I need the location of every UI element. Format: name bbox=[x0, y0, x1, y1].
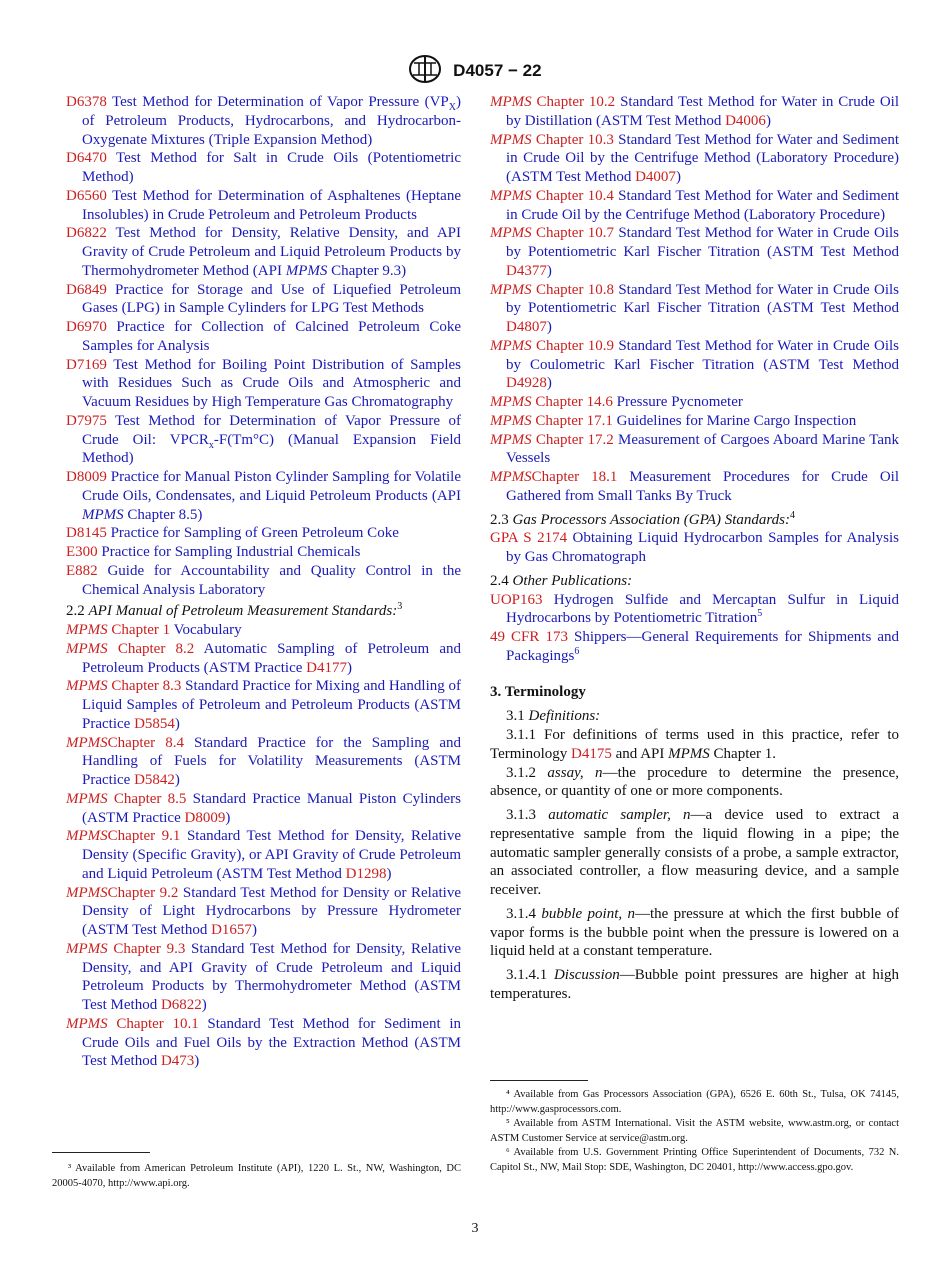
api-reference bbox=[66, 827, 461, 883]
reference-title[interactable]: Obtaining Liquid Hydrocarbon Samples for Analysis by Gas Chromatograph bbox=[506, 530, 899, 565]
api-reference bbox=[490, 187, 899, 225]
astm-reference bbox=[66, 149, 461, 187]
other-publications-list bbox=[490, 591, 899, 666]
reference-code[interactable]: MPMS Chapter 10.7 bbox=[490, 225, 615, 242]
astm-reference bbox=[66, 93, 461, 149]
reference-title[interactable]: Standard Test Method for Water and Sediment in Crude Oil by the Centrifuge Method (Laboratory Procedure) (ASTM Test Method D4007) bbox=[506, 131, 900, 185]
reference-title[interactable]: Guide for Accountability and Quality Control in the Chemical Analysis Laboratory bbox=[82, 562, 461, 598]
reference-title[interactable]: Standard Test Method for Water and Sediment in Crude Oil by the Centrifuge Method (Laboratory Procedure) bbox=[506, 187, 900, 223]
reference-title[interactable]: Standard Test Method for Water in Crude Oils by Potentiometric Karl Fischer Titration (ASTM Test Method D4377) bbox=[506, 225, 899, 279]
astm-reference bbox=[66, 562, 461, 600]
reference-title[interactable]: Practice for Collection of Calcined Petroleum Coke Samples for Analysis bbox=[82, 319, 461, 354]
reference-code[interactable]: GPA S 2174 bbox=[490, 530, 568, 547]
reference-code[interactable]: 49 CFR 173 bbox=[490, 629, 568, 645]
astm-reference bbox=[66, 187, 461, 225]
reference-title[interactable]: Standard Practice for the Sampling and Handling of Fuels for Volatility Measurements (ASTM Practice D5842) bbox=[82, 734, 461, 788]
section-2-3-heading: 2.3 Gas Processors Association (GPA) Standards:$^4$ bbox=[490, 509, 795, 528]
reference-title[interactable]: Vocabulary bbox=[170, 622, 242, 638]
reference-code[interactable]: MPMS Chapter 14.6 bbox=[490, 394, 613, 410]
reference-title[interactable]: Test Method for Boiling Point Distribution of Samples with Residues Such as Crude Oils and Atmospheric and Vacuum Residues by High Temperature Gas Chromatography bbox=[82, 356, 461, 410]
api-reference-list-continued bbox=[490, 93, 899, 506]
document-designation: D4057 − 22 bbox=[453, 60, 542, 80]
reference-title[interactable]: Test Method for Determination of Vapor Pressure of Crude Oil: $VPCR_x-F(Tm^\circ C)$ (Manual Expansion Field Method) bbox=[82, 412, 461, 467]
api-reference bbox=[490, 131, 899, 187]
api-reference bbox=[66, 940, 461, 1015]
astm-reference bbox=[66, 224, 461, 280]
reference-code[interactable]: MPMS Chapter 10.1 bbox=[66, 1015, 199, 1032]
reference-title[interactable]: Guidelines for Marine Cargo Inspection bbox=[612, 412, 857, 429]
reference-title[interactable]: Practice for Sampling of Green Petroleum Coke bbox=[106, 525, 399, 542]
reference-code[interactable]: D6822 bbox=[66, 225, 107, 242]
reference-title[interactable]: Practice for Storage and Use of Liquefied Petroleum Gases (LPG) in Sample Cylinders for LPG Test Methods bbox=[82, 281, 461, 317]
api-reference bbox=[66, 734, 461, 790]
terminology-paragraph: 3.1.1 For definitions of terms used in this practice, refer to Terminology D4175 and API MPMS Chapter 1. bbox=[490, 727, 899, 762]
astm-reference bbox=[66, 356, 461, 412]
footnote: ⁴ Available from Gas Processors Association (GPA), 6526 E. 60th St., Tulsa, OK 74145, http://www.gasprocessors.com. bbox=[490, 1089, 899, 1115]
reference-code[interactable]: MPMS Chapter 10.4 bbox=[490, 187, 614, 204]
reference-title[interactable]: Standard Practice Manual Piston Cylinders (ASTM Practice D8009) bbox=[82, 790, 462, 826]
reference-code[interactable]: D6560 bbox=[66, 187, 107, 204]
api-reference bbox=[490, 431, 899, 469]
reference-title[interactable]: Standard Test Method for Water in Crude Oils by Coulometric Karl Fischer Titration (ASTM Test Method D4928) bbox=[506, 337, 899, 392]
reference-title[interactable]: Measurement Procedures for Crude Oil Gathered from Small Tanks By Truck bbox=[506, 469, 899, 504]
reference-title[interactable]: Practice for Sampling Industrial Chemicals bbox=[97, 544, 361, 560]
api-reference bbox=[66, 640, 461, 678]
footnotes-right bbox=[490, 1088, 899, 1176]
reference-code[interactable]: MPMSChapter 9.1 bbox=[66, 828, 181, 845]
footnote: ³ Available from American Petroleum Institute (API), 1220 L. St., NW, Washington, DC 20005-4070, http://www.api.org. bbox=[52, 1163, 461, 1189]
reference-code[interactable]: MPMS Chapter 17.1 bbox=[490, 412, 613, 429]
api-reference bbox=[490, 93, 899, 131]
reference-code[interactable]: MPMSChapter 18.1 bbox=[490, 469, 618, 485]
reference-title[interactable]: Automatic Sampling of Petroleum and Petroleum Products (ASTM Practice D4177) bbox=[82, 640, 461, 676]
reference-title[interactable]: Measurement of Cargoes Aboard Marine Tank Vessels bbox=[506, 431, 899, 467]
reference-code[interactable]: MPMS Chapter 17.2 bbox=[490, 431, 614, 448]
reference-code[interactable]: E300 bbox=[66, 544, 98, 560]
reference-code[interactable]: MPMSChapter 8.4 bbox=[66, 734, 184, 751]
terminology-paragraph: 3.1.4 bubble point, n—the pressure at which the first bubble of vapor forms is the bubble point when the pressure is lowered on a liquid held at a constant temperature. bbox=[490, 905, 899, 960]
reference-code[interactable]: D7975 bbox=[66, 412, 107, 429]
astm-reference bbox=[66, 524, 461, 543]
astm-reference bbox=[66, 543, 461, 562]
reference-title[interactable]: Standard Test Method for Water in Crude Oil by Distillation (ASTM Test Method D4006) bbox=[506, 94, 899, 129]
terminology-paragraph: 3.1.2 assay, n—the procedure to determine the presence, absence, or quantity of one or more components. bbox=[490, 764, 900, 800]
gpa-reference-list bbox=[490, 529, 899, 567]
api-reference-list bbox=[66, 621, 461, 1071]
reference-code[interactable]: D6470 bbox=[66, 150, 107, 167]
section-2-2-heading: 2.2 API Manual of Petroleum Measurement Standards:$^3$ bbox=[66, 601, 403, 620]
reference-code[interactable]: MPMS Chapter 1 bbox=[66, 622, 171, 638]
api-reference bbox=[490, 468, 899, 506]
api-reference bbox=[66, 884, 461, 940]
reference-code[interactable]: D8009 bbox=[66, 469, 107, 485]
right-column bbox=[490, 93, 899, 1004]
astm-reference bbox=[66, 412, 461, 468]
api-reference bbox=[490, 337, 899, 393]
reference-title[interactable]: Standard Test Method for Water in Crude Oils by Potentiometric Karl Fischer Titration (ASTM Test Method D4807) bbox=[506, 281, 899, 335]
astm-reference-list bbox=[66, 93, 461, 599]
section-2-4-heading: 2.4 Other Publications: bbox=[490, 572, 633, 589]
astm-reference bbox=[66, 468, 461, 524]
reference-code[interactable]: MPMS Chapter 9.3 bbox=[66, 940, 186, 957]
reference-code[interactable]: MPMS Chapter 8.5 bbox=[66, 790, 187, 807]
terminology-body bbox=[490, 707, 899, 1003]
reference-title[interactable]: Standard Practice for Mixing and Handling of Liquid Samples of Petroleum and Petroleum Products (ASTM Practice D5854) bbox=[82, 678, 462, 732]
reference-code[interactable]: UOP163 bbox=[490, 591, 543, 608]
page-number: 3 bbox=[471, 1221, 479, 1236]
footnote-rule-left bbox=[52, 1152, 150, 1153]
reference-code[interactable]: MPMS Chapter 8.2 bbox=[66, 640, 195, 657]
reference-code[interactable]: MPMS Chapter 8.3 bbox=[66, 678, 182, 695]
terminology-paragraph: 3.1.4.1 Discussion—Bubble point pressures are higher at high temperatures. bbox=[490, 967, 899, 1002]
reference-code[interactable]: D6849 bbox=[66, 281, 107, 298]
api-reference bbox=[490, 393, 899, 412]
page-header bbox=[0, 54, 950, 89]
footnote-rule-right bbox=[490, 1080, 588, 1081]
reference-code[interactable]: MPMS Chapter 10.3 bbox=[490, 131, 614, 148]
api-reference bbox=[66, 1015, 461, 1071]
terminology-paragraph: 3.1 Definitions: bbox=[506, 708, 601, 725]
astm-logo-icon bbox=[408, 54, 442, 89]
api-reference bbox=[66, 621, 461, 640]
api-reference bbox=[490, 281, 899, 337]
terminology-heading: 3. Terminology bbox=[490, 683, 586, 700]
reference-code[interactable]: MPMS Chapter 10.8 bbox=[490, 281, 615, 298]
reference-code[interactable]: MPMSChapter 9.2 bbox=[66, 884, 179, 901]
api-reference bbox=[490, 224, 899, 280]
reference-title[interactable]: Practice for Manual Piston Cylinder Sampling for Volatile Crude Oils, Condensates, and Liquid Petroleum Products (API MPMS Chapter 8.5) bbox=[82, 469, 461, 523]
reference-title[interactable]: Test Method for Determination of Vapor Pressure $(VP_X)$ of Petroleum Products, Hydrocarbons, and Hydrocarbon-Oxygenate Mixtures (Triple Expansion Method) bbox=[82, 94, 461, 148]
reference-title[interactable]: Test Method for Density, Relative Density, and API Gravity of Crude Petroleum and Liquid Petroleum Products by Thermohydrometer Method (API MPMS Chapter 9.3) bbox=[82, 225, 461, 279]
left-column bbox=[66, 93, 461, 1071]
reference-title[interactable]: Standard Test Method for Density or Relative Density of Light Hydrocarbons by Pressure Hydrometer (ASTM Test Method D1657) bbox=[82, 884, 461, 938]
footnotes-left bbox=[52, 1162, 461, 1191]
reference-code[interactable]: D6378 bbox=[66, 94, 107, 110]
reference-title[interactable]: Pressure Pycnometer bbox=[612, 394, 743, 410]
astm-reference bbox=[66, 281, 461, 319]
astm-reference bbox=[66, 318, 461, 356]
reference-title[interactable]: Test Method for Salt in Crude Oils (Potentiometric Method) bbox=[82, 150, 461, 185]
api-reference bbox=[490, 412, 899, 431]
other-reference bbox=[490, 591, 899, 629]
reference-code[interactable]: MPMS Chapter 10.9 bbox=[490, 337, 615, 354]
reference-title[interactable]: Shippers—General Requirements for Shipments and Packagings$^6$ bbox=[506, 629, 899, 664]
reference-title[interactable]: Standard Test Method for Density, Relative Density, and API Gravity of Crude Petroleum and Liquid Petroleum Products by Thermohydrometer Method (ASTM Test Method D6822) bbox=[82, 940, 462, 1013]
reference-title[interactable]: Standard Test Method for Sediment in Crude Oils and Fuel Oils by the Extraction Method (ASTM Test Method D473) bbox=[82, 1015, 461, 1070]
api-reference bbox=[66, 790, 461, 828]
reference-title[interactable]: Standard Test Method for Density, Relative Density (Specific Gravity), or API Gravity of Crude Petroleum and Liquid Petroleum (ASTM Test Method D1298) bbox=[82, 828, 461, 882]
reference-code[interactable]: D6970 bbox=[66, 319, 107, 335]
reference-code[interactable]: MPMS Chapter 10.2 bbox=[490, 94, 616, 110]
reference-code[interactable]: E882 bbox=[66, 562, 98, 579]
reference-code[interactable]: D7169 bbox=[66, 356, 107, 373]
other-reference bbox=[490, 628, 899, 666]
gpa-reference bbox=[490, 529, 899, 567]
footnote: ⁵ Available from ASTM International. Visit the ASTM website, www.astm.org, or contact ASTM Customer Service at service@astm.org. bbox=[490, 1118, 899, 1144]
reference-title[interactable]: Hydrogen Sulfide and Mercaptan Sulfur in Liquid Hydrocarbons by Potentiometric Titration$^5$ bbox=[506, 591, 899, 627]
reference-code[interactable]: D8145 bbox=[66, 525, 107, 542]
api-reference bbox=[66, 677, 461, 733]
terminology-paragraph: 3.1.3 automatic sampler, n—a device used to extract a representative sample from the liquid flowing in a pipe; the automatic sampler generally consists of a probe, a sample extractor, an associated controller, a flow measuring device, and a sample receiver. bbox=[490, 807, 900, 898]
reference-title[interactable]: Test Method for Determination of Asphaltenes (Heptane Insolubles) in Crude Petroleum and Petroleum Products bbox=[82, 187, 461, 223]
footnote: ⁶ Available from U.S. Government Printing Office Superintendent of Documents, 732 N. Capitol St., NW, Mail Stop: SDE, Washington, DC 20401, http://www.access.gpo.gov. bbox=[490, 1147, 899, 1173]
